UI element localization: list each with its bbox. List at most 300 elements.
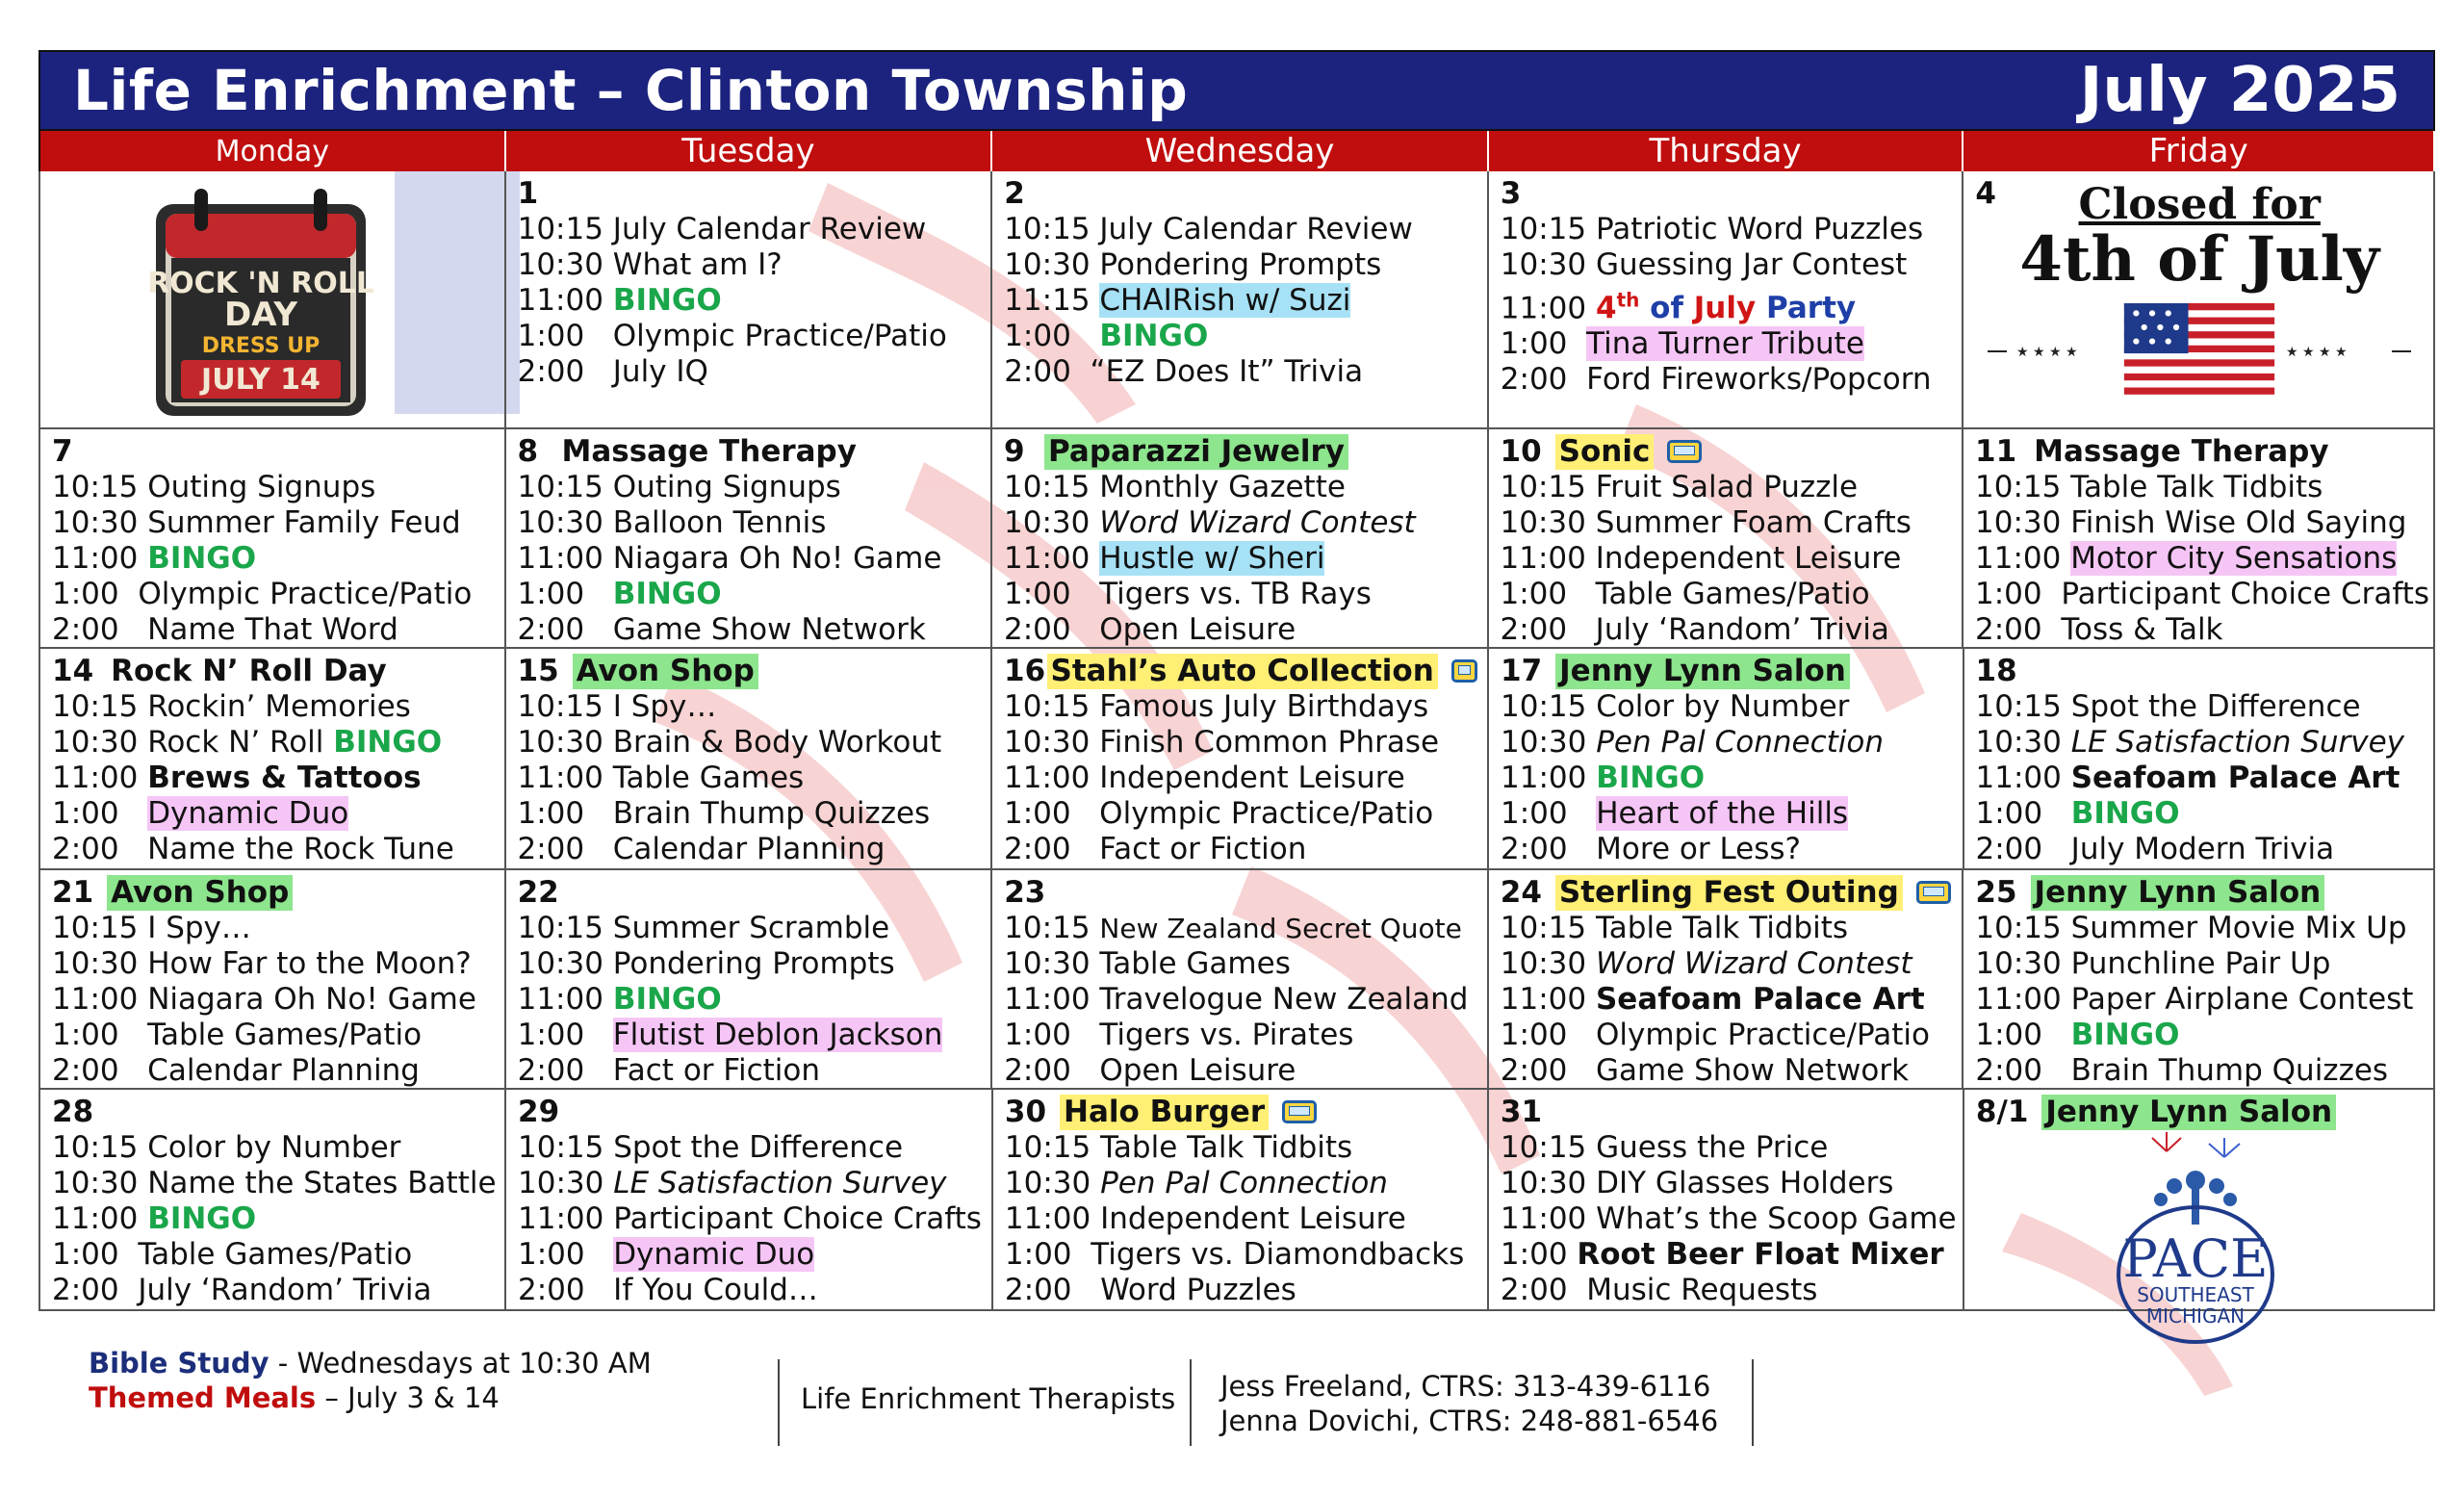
day-cell bbox=[506, 1090, 993, 1309]
activity-line bbox=[1501, 283, 1953, 326]
activity-time: 2:00 July Modern Trivia bbox=[1975, 832, 2335, 866]
activity-time: 11:00 bbox=[1975, 761, 2071, 795]
activity-time: 1:00 bbox=[517, 1018, 613, 1052]
activity-line bbox=[518, 1166, 982, 1201]
activity-line bbox=[1005, 1166, 1477, 1201]
day-cell-header bbox=[52, 433, 495, 470]
day-number: 8 bbox=[517, 433, 539, 469]
activity-line bbox=[52, 1201, 495, 1237]
activity-time: 10:15 Table Talk Tidbits bbox=[1500, 911, 1849, 945]
activity-line bbox=[1501, 212, 1953, 247]
poster-line4: JULY 14 bbox=[201, 363, 321, 397]
activity-time: 1:00 Brain Thump Quizzes bbox=[517, 796, 931, 831]
day-cell-header bbox=[518, 653, 981, 689]
day-cell bbox=[506, 870, 993, 1088]
activity-time: 11:00 Niagara Oh No! Game bbox=[52, 982, 476, 1017]
activity-line bbox=[52, 1018, 495, 1053]
day-cell-header bbox=[1004, 653, 1477, 689]
activity-line bbox=[518, 946, 982, 982]
activity-line bbox=[1004, 796, 1477, 832]
activity-name: Pen Pal Connection bbox=[1100, 1166, 1388, 1200]
activity-time: 10:15 July Calendar Review bbox=[1004, 212, 1413, 246]
activity-time: 1:00 Tigers vs. Diamondbacks bbox=[1004, 1237, 1465, 1272]
activity-time: 10:30 How Far to the Moon? bbox=[52, 946, 472, 981]
day-cell-header bbox=[1501, 874, 1953, 911]
week-row bbox=[38, 649, 2435, 870]
day-cell bbox=[1964, 1090, 2435, 1328]
activity-line bbox=[1501, 362, 1953, 398]
activity-line bbox=[1004, 319, 1477, 354]
day-cell bbox=[1964, 171, 2435, 427]
day-cell-header bbox=[1975, 874, 2424, 911]
therapists-label: Life Enrichment Therapists bbox=[801, 1382, 1176, 1415]
activity-line bbox=[1501, 247, 1953, 283]
svg-text:★ ★ ★ ★: ★ ★ ★ ★ bbox=[2286, 345, 2348, 360]
activity-time: 10:30 Name the States Battle bbox=[52, 1166, 497, 1200]
activity-line bbox=[1500, 1201, 1957, 1237]
activity-time: 1:00 bbox=[517, 577, 613, 611]
activity-name: BINGO bbox=[147, 1201, 257, 1236]
activity-line bbox=[1976, 725, 2425, 761]
day-number: 29 bbox=[518, 1094, 560, 1129]
activity-time: 11:00 bbox=[1500, 982, 1596, 1017]
activity-line bbox=[518, 1053, 982, 1089]
activity-line bbox=[1976, 689, 2425, 725]
day-number: 11 bbox=[1975, 433, 2017, 469]
day-number: 22 bbox=[517, 874, 559, 910]
activity-name: BINGO bbox=[612, 577, 722, 611]
activity-line bbox=[52, 1273, 495, 1308]
activity-time: 11:00 bbox=[1004, 541, 1100, 576]
activity-time: 2:00 July ‘Random’ Trivia bbox=[1500, 612, 1889, 647]
day-cell-header bbox=[518, 433, 982, 470]
activity-time: 2:00 Name the Rock Tune bbox=[52, 832, 454, 866]
activity-time: 10:30 Finish Wise Old Saying bbox=[1975, 505, 2407, 540]
activity-time: 11:15 bbox=[1004, 283, 1100, 318]
poster-line3: DRESS UP bbox=[201, 334, 321, 358]
activity-time: 11:00 Travelogue New Zealand bbox=[1004, 982, 1469, 1017]
bus-icon bbox=[1916, 881, 1951, 904]
day-cell-header bbox=[1004, 874, 1477, 911]
activity-time: 11:00 bbox=[517, 283, 613, 318]
week-row bbox=[38, 171, 2435, 429]
activity-time: 10:30 bbox=[1004, 505, 1100, 540]
poster-line2: DAY bbox=[224, 296, 297, 334]
activity-time: 2:00 Name That Word bbox=[52, 612, 398, 647]
activity-line bbox=[1501, 725, 1953, 761]
activity-name: Heart of the Hills bbox=[1596, 796, 1849, 831]
day-number: 1 bbox=[517, 175, 539, 211]
activity-line bbox=[518, 212, 982, 247]
activity-line bbox=[1004, 212, 1477, 247]
activity-line bbox=[1005, 1130, 1477, 1166]
activity-time: 10:15 Summer Movie Mix Up bbox=[1975, 911, 2407, 945]
activity-line bbox=[518, 796, 981, 832]
activity-time: 10:30 Summer Foam Crafts bbox=[1500, 505, 1912, 540]
activity-line bbox=[1004, 911, 1477, 946]
activity-name: Root Beer Float Mixer bbox=[1577, 1237, 1944, 1272]
activity-time: 2:00 Game Show Network bbox=[517, 612, 926, 647]
day-cell-header bbox=[518, 175, 982, 212]
day-cell-header bbox=[52, 874, 495, 911]
activity-time: 2:00 “EZ Does It” Trivia bbox=[1004, 354, 1364, 389]
activity-line bbox=[52, 725, 495, 761]
activity-time: 10:15 I Spy… bbox=[517, 689, 717, 724]
day-number: 16 bbox=[1004, 653, 1046, 688]
featured-event: Rock N’ Roll Day bbox=[111, 653, 387, 688]
activity-line bbox=[52, 505, 495, 541]
activity-time: 2:00 Calendar Planning bbox=[52, 1053, 420, 1088]
activity-time: 1:00 Participant Choice Crafts bbox=[1975, 577, 2430, 611]
activity-time: 10:30 Guessing Jar Contest bbox=[1500, 247, 1908, 282]
activity-line bbox=[1004, 832, 1477, 867]
party-word: July bbox=[1693, 291, 1757, 326]
closed-line-2: 4th of July bbox=[2019, 223, 2380, 296]
activity-time: 10:30 Brain & Body Workout bbox=[517, 725, 942, 760]
day-cell bbox=[1489, 649, 1964, 868]
activity-line bbox=[518, 470, 982, 505]
activity-line bbox=[1501, 541, 1953, 577]
calendar-grid bbox=[38, 171, 2435, 1328]
poster-line1: ROCK 'N ROLL bbox=[147, 267, 374, 300]
day-number: 2 bbox=[1004, 175, 1025, 211]
day-number: 4 bbox=[1975, 175, 1996, 211]
activity-time: 10:30 bbox=[1004, 1166, 1101, 1200]
activity-time: 11:00 Independent Leisure bbox=[1004, 1201, 1406, 1236]
bible-study-text: - Wednesdays at 10:30 AM bbox=[269, 1347, 652, 1380]
activity-time: 1:00 Olympic Practice/Patio bbox=[52, 577, 473, 611]
footer-divider bbox=[778, 1359, 780, 1446]
day-cell-header bbox=[52, 653, 495, 689]
day-number: 7 bbox=[52, 433, 73, 469]
day-cell bbox=[40, 1090, 506, 1309]
activity-name: Flutist Deblon Jackson bbox=[612, 1018, 943, 1052]
activity-name: New Zealand Secret Quote bbox=[1099, 913, 1462, 944]
day-cell-header bbox=[1975, 433, 2424, 470]
activity-time: 10:30 What am I? bbox=[517, 247, 783, 282]
activity-time: 10:15 Fruit Salad Puzzle bbox=[1500, 470, 1859, 504]
activity-line bbox=[1004, 505, 1476, 541]
activity-time: 1:00 bbox=[1975, 796, 2071, 831]
themed-meals-text: – July 3 & 14 bbox=[316, 1381, 500, 1414]
activity-time: 1:00 Olympic Practice/Patio bbox=[1004, 796, 1434, 831]
day-cell-header bbox=[52, 1094, 495, 1130]
activity-time: 2:00 Fact or Fiction bbox=[1004, 832, 1307, 866]
activity-time: 10:15 bbox=[1004, 911, 1100, 945]
day-number: 15 bbox=[517, 653, 559, 688]
activity-line bbox=[1004, 283, 1477, 319]
activity-time: 10:15 Monthly Gazette bbox=[1004, 470, 1346, 504]
day-number: 21 bbox=[52, 874, 94, 910]
activity-line bbox=[518, 1201, 982, 1237]
calendar-month: July 2025 bbox=[2079, 55, 2400, 126]
activity-time: 11:00 Participant Choice Crafts bbox=[518, 1201, 982, 1236]
activity-line bbox=[518, 505, 982, 541]
featured-event: Massage Therapy bbox=[2034, 433, 2329, 469]
activity-name: Brews & Tattoos bbox=[147, 761, 422, 795]
activity-name: BINGO bbox=[147, 541, 257, 576]
day-cell bbox=[992, 870, 1489, 1088]
activity-line bbox=[52, 689, 495, 725]
activity-name: Motor City Sensations bbox=[2070, 541, 2398, 576]
featured-event: Stahl’s Auto Collection bbox=[1047, 654, 1438, 689]
contact-jess: Jess Freeland, CTRS: 313-439-6116 bbox=[1220, 1370, 1711, 1403]
activity-line bbox=[1976, 761, 2425, 796]
activity-time: 10:15 Color by Number bbox=[52, 1130, 401, 1165]
bus-icon bbox=[1451, 659, 1477, 683]
calendar-header bbox=[38, 50, 2435, 131]
pace-logo-name: PACE bbox=[2122, 1228, 2269, 1289]
activity-line bbox=[1501, 796, 1953, 832]
activity-line bbox=[518, 911, 982, 946]
activity-line bbox=[1501, 982, 1953, 1018]
activity-line bbox=[1501, 911, 1953, 946]
activity-line bbox=[1004, 354, 1477, 390]
day-cell bbox=[506, 429, 993, 647]
activity-line bbox=[1501, 505, 1953, 541]
activity-time: 10:15 Outing Signups bbox=[52, 470, 376, 504]
weekday-thursday: Thursday bbox=[1489, 131, 1964, 171]
activity-time: 2:00 Calendar Planning bbox=[517, 832, 886, 866]
calendar-title: Life Enrichment – Clinton Township bbox=[73, 58, 1189, 123]
calendar bbox=[38, 50, 2435, 1328]
activity-time: 1:00 Tigers vs. Pirates bbox=[1004, 1018, 1354, 1052]
activity-time: 11:00 Independent Leisure bbox=[1500, 541, 1902, 576]
day-number: 9 bbox=[1004, 433, 1025, 469]
activity-line bbox=[518, 283, 982, 319]
activity-line bbox=[1004, 541, 1476, 577]
activity-line bbox=[518, 1273, 982, 1308]
activity-time: 1:00 bbox=[1500, 1237, 1578, 1272]
activity-line bbox=[1501, 689, 1953, 725]
day-cell bbox=[992, 429, 1488, 647]
day-cell bbox=[992, 649, 1489, 868]
activity-line bbox=[1501, 1018, 1953, 1053]
bus-icon bbox=[1282, 1100, 1317, 1123]
day-number: 17 bbox=[1501, 653, 1543, 688]
activity-line bbox=[1004, 689, 1477, 725]
activity-line bbox=[1975, 982, 2424, 1018]
activity-time: 11:00 bbox=[1500, 291, 1596, 326]
day-number: 8/1 bbox=[1975, 1094, 2029, 1129]
activity-line bbox=[52, 946, 495, 982]
day-cell bbox=[1964, 649, 2436, 868]
footer bbox=[0, 1340, 2464, 1475]
activity-line bbox=[1501, 1130, 1953, 1166]
activity-line bbox=[1004, 612, 1476, 648]
activity-time: 10:15 Spot the Difference bbox=[1975, 689, 2361, 724]
activity-time: 10:30 bbox=[1501, 725, 1597, 760]
activity-time: 1:00 bbox=[1501, 796, 1597, 831]
activity-name: BINGO bbox=[2070, 1018, 2180, 1052]
activity-line bbox=[1004, 247, 1477, 283]
activity-time: 10:30 Punchline Pair Up bbox=[1975, 946, 2331, 981]
activity-time: 2:00 Fact or Fiction bbox=[517, 1053, 820, 1088]
day-number: 14 bbox=[52, 653, 94, 688]
rock-n-roll-day-poster bbox=[147, 185, 374, 420]
day-cell bbox=[1964, 429, 2435, 647]
day-number: 28 bbox=[52, 1094, 94, 1129]
activity-line bbox=[1004, 470, 1476, 505]
activity-time: 2:00 If You Could… bbox=[518, 1273, 818, 1307]
activity-time: 10:30 Pondering Prompts bbox=[1004, 247, 1382, 282]
featured-event: Avon Shop bbox=[107, 875, 293, 911]
activity-time: 11:00 Niagara Oh No! Game bbox=[517, 541, 942, 576]
activity-line bbox=[1004, 577, 1476, 612]
day-cell-header bbox=[518, 874, 982, 911]
day-cell bbox=[40, 429, 506, 647]
activity-name: Hustle w/ Sheri bbox=[1099, 541, 1325, 576]
day-number: 10 bbox=[1500, 433, 1542, 469]
activity-time: 10:15 July Calendar Review bbox=[517, 212, 927, 246]
activity-time: 11:00 bbox=[52, 1201, 148, 1236]
american-flag-icon bbox=[1975, 303, 2424, 400]
activity-time: 10:15 Rockin’ Memories bbox=[52, 689, 411, 724]
activity-line bbox=[52, 911, 495, 946]
activity-line bbox=[518, 354, 982, 390]
day-cell bbox=[1489, 171, 1964, 427]
day-cell bbox=[1964, 870, 2435, 1088]
activity-name: CHAIRish w/ Suzi bbox=[1099, 283, 1351, 318]
activity-line bbox=[52, 470, 495, 505]
day-cell-header bbox=[1501, 433, 1953, 470]
featured-event: Jenny Lynn Salon bbox=[2041, 1095, 2336, 1130]
activity-time: 10:15 Patriotic Word Puzzles bbox=[1500, 212, 1924, 246]
activity-line bbox=[518, 1018, 982, 1053]
activity-line bbox=[1004, 1053, 1477, 1089]
activity-time: 10:15 Table Talk Tidbits bbox=[1004, 1130, 1353, 1165]
activity-time: 2:00 Toss & Talk bbox=[1975, 612, 2223, 647]
activity-time: 1:00 bbox=[1500, 326, 1587, 362]
activity-line bbox=[518, 725, 981, 761]
activity-name: BINGO bbox=[612, 982, 722, 1017]
day-cell bbox=[993, 1090, 1489, 1309]
day-number: 23 bbox=[1004, 874, 1046, 910]
themed-meals-label: Themed Meals bbox=[89, 1381, 317, 1414]
weekday-wednesday: Wednesday bbox=[992, 131, 1489, 171]
activity-line bbox=[52, 1130, 495, 1166]
activity-time: 2:00 Ford Fireworks/Popcorn bbox=[1500, 362, 1932, 398]
featured-event: Sonic bbox=[1555, 434, 1655, 470]
activity-time: 10:15 Famous July Birthdays bbox=[1004, 689, 1429, 724]
party-word: of bbox=[1639, 291, 1694, 326]
activity-time: 10:30 Balloon Tennis bbox=[517, 505, 827, 540]
featured-event: Massage Therapy bbox=[561, 433, 857, 469]
activity-line bbox=[1501, 1237, 1953, 1273]
activity-line bbox=[1501, 577, 1953, 612]
activity-line bbox=[52, 832, 495, 867]
activity-time: 2:00 Word Puzzles bbox=[1004, 1273, 1296, 1307]
activity-time: 2:00 Open Leisure bbox=[1004, 1053, 1296, 1088]
activity-time: 11:00 What’s the Scoop Game bbox=[1500, 1201, 1957, 1236]
closed-line-1: Closed for bbox=[2078, 180, 2321, 229]
activity-name: Pen Pal Connection bbox=[1596, 725, 1885, 760]
party-text bbox=[1596, 291, 1856, 325]
activity-line bbox=[1501, 1273, 1953, 1308]
featured-event: Halo Burger bbox=[1060, 1095, 1269, 1130]
day-cell bbox=[40, 870, 506, 1088]
activity-time: 11:00 bbox=[1501, 761, 1597, 795]
featured-event: Jenny Lynn Salon bbox=[2031, 875, 2325, 911]
activity-line bbox=[1975, 946, 2424, 982]
weekday-friday: Friday bbox=[1964, 131, 2435, 171]
therapist-contacts bbox=[1220, 1369, 1718, 1438]
activity-line bbox=[52, 1053, 495, 1089]
activity-time: 1:00 Table Games/Patio bbox=[52, 1018, 423, 1052]
activity-time: 10:15 I Spy… bbox=[52, 911, 251, 945]
activity-line bbox=[1501, 1053, 1953, 1089]
day-cell bbox=[506, 649, 992, 868]
activity-line bbox=[52, 761, 495, 796]
day-number: 18 bbox=[1975, 653, 2017, 688]
day-cell-header bbox=[1004, 175, 1477, 212]
weekday-monday: Monday bbox=[40, 131, 506, 171]
activity-name: Seafoam Palace Art bbox=[2070, 761, 2400, 795]
activity-time: 1:00 bbox=[52, 796, 148, 831]
activity-time: 11:00 Table Games bbox=[517, 761, 805, 795]
activity-line bbox=[518, 1237, 982, 1273]
activity-time: 10:15 Color by Number bbox=[1501, 689, 1850, 724]
contact-jenna: Jenna Dovichi, CTRS: 248-881-6546 bbox=[1220, 1405, 1719, 1437]
activity-time: 11:00 bbox=[52, 761, 148, 795]
bible-study-label: Bible Study bbox=[89, 1347, 270, 1380]
activity-time: 2:00 Brain Thump Quizzes bbox=[1975, 1053, 2389, 1088]
activity-time: 1:00 Olympic Practice/Patio bbox=[517, 319, 947, 353]
activity-line bbox=[518, 319, 982, 354]
activity-line bbox=[52, 1166, 495, 1201]
activity-line bbox=[1975, 541, 2424, 577]
activity-line bbox=[518, 689, 981, 725]
day-cell-header bbox=[1501, 653, 1953, 689]
activity-line bbox=[52, 577, 495, 612]
activity-time: 2:00 July ‘Random’ Trivia bbox=[52, 1273, 432, 1307]
activity-line bbox=[1004, 946, 1477, 982]
activity-time: 10:30 bbox=[518, 1166, 614, 1200]
day-cell-header bbox=[1976, 1094, 2424, 1130]
activity-name: BINGO bbox=[333, 725, 443, 760]
pace-logo bbox=[2061, 1132, 2330, 1328]
day-number: 30 bbox=[1004, 1094, 1047, 1129]
activity-line bbox=[1501, 946, 1953, 982]
activity-line bbox=[518, 577, 982, 612]
activity-line bbox=[52, 796, 495, 832]
activity-time: 10:30 Table Games bbox=[1004, 946, 1291, 981]
activity-line bbox=[52, 541, 495, 577]
weekday-header-row bbox=[38, 131, 2435, 171]
activity-time: 10:30 Finish Common Phrase bbox=[1004, 725, 1440, 760]
activity-time: 10:15 Outing Signups bbox=[517, 470, 841, 504]
day-cell bbox=[1489, 429, 1964, 647]
pace-logo-sub2: MICHIGAN bbox=[2145, 1304, 2246, 1328]
activity-line bbox=[1501, 612, 1953, 648]
activity-line bbox=[1004, 725, 1477, 761]
day-cell bbox=[40, 649, 506, 868]
activity-line bbox=[1501, 470, 1953, 505]
day-cell-header bbox=[518, 1094, 982, 1130]
featured-event: Avon Shop bbox=[573, 654, 758, 689]
activity-line bbox=[1976, 832, 2425, 867]
activity-time: 2:00 Music Requests bbox=[1500, 1273, 1818, 1307]
activity-name: BINGO bbox=[1099, 319, 1209, 353]
footer-notes bbox=[89, 1346, 652, 1415]
activity-line bbox=[1005, 1237, 1477, 1273]
activity-name: Tina Turner Tribute bbox=[1586, 326, 1864, 362]
day-cell-header bbox=[1005, 1094, 1477, 1130]
activity-line bbox=[52, 982, 495, 1018]
activity-line bbox=[1501, 1166, 1953, 1201]
day-cell bbox=[1489, 870, 1964, 1088]
activity-line bbox=[1975, 577, 2430, 612]
